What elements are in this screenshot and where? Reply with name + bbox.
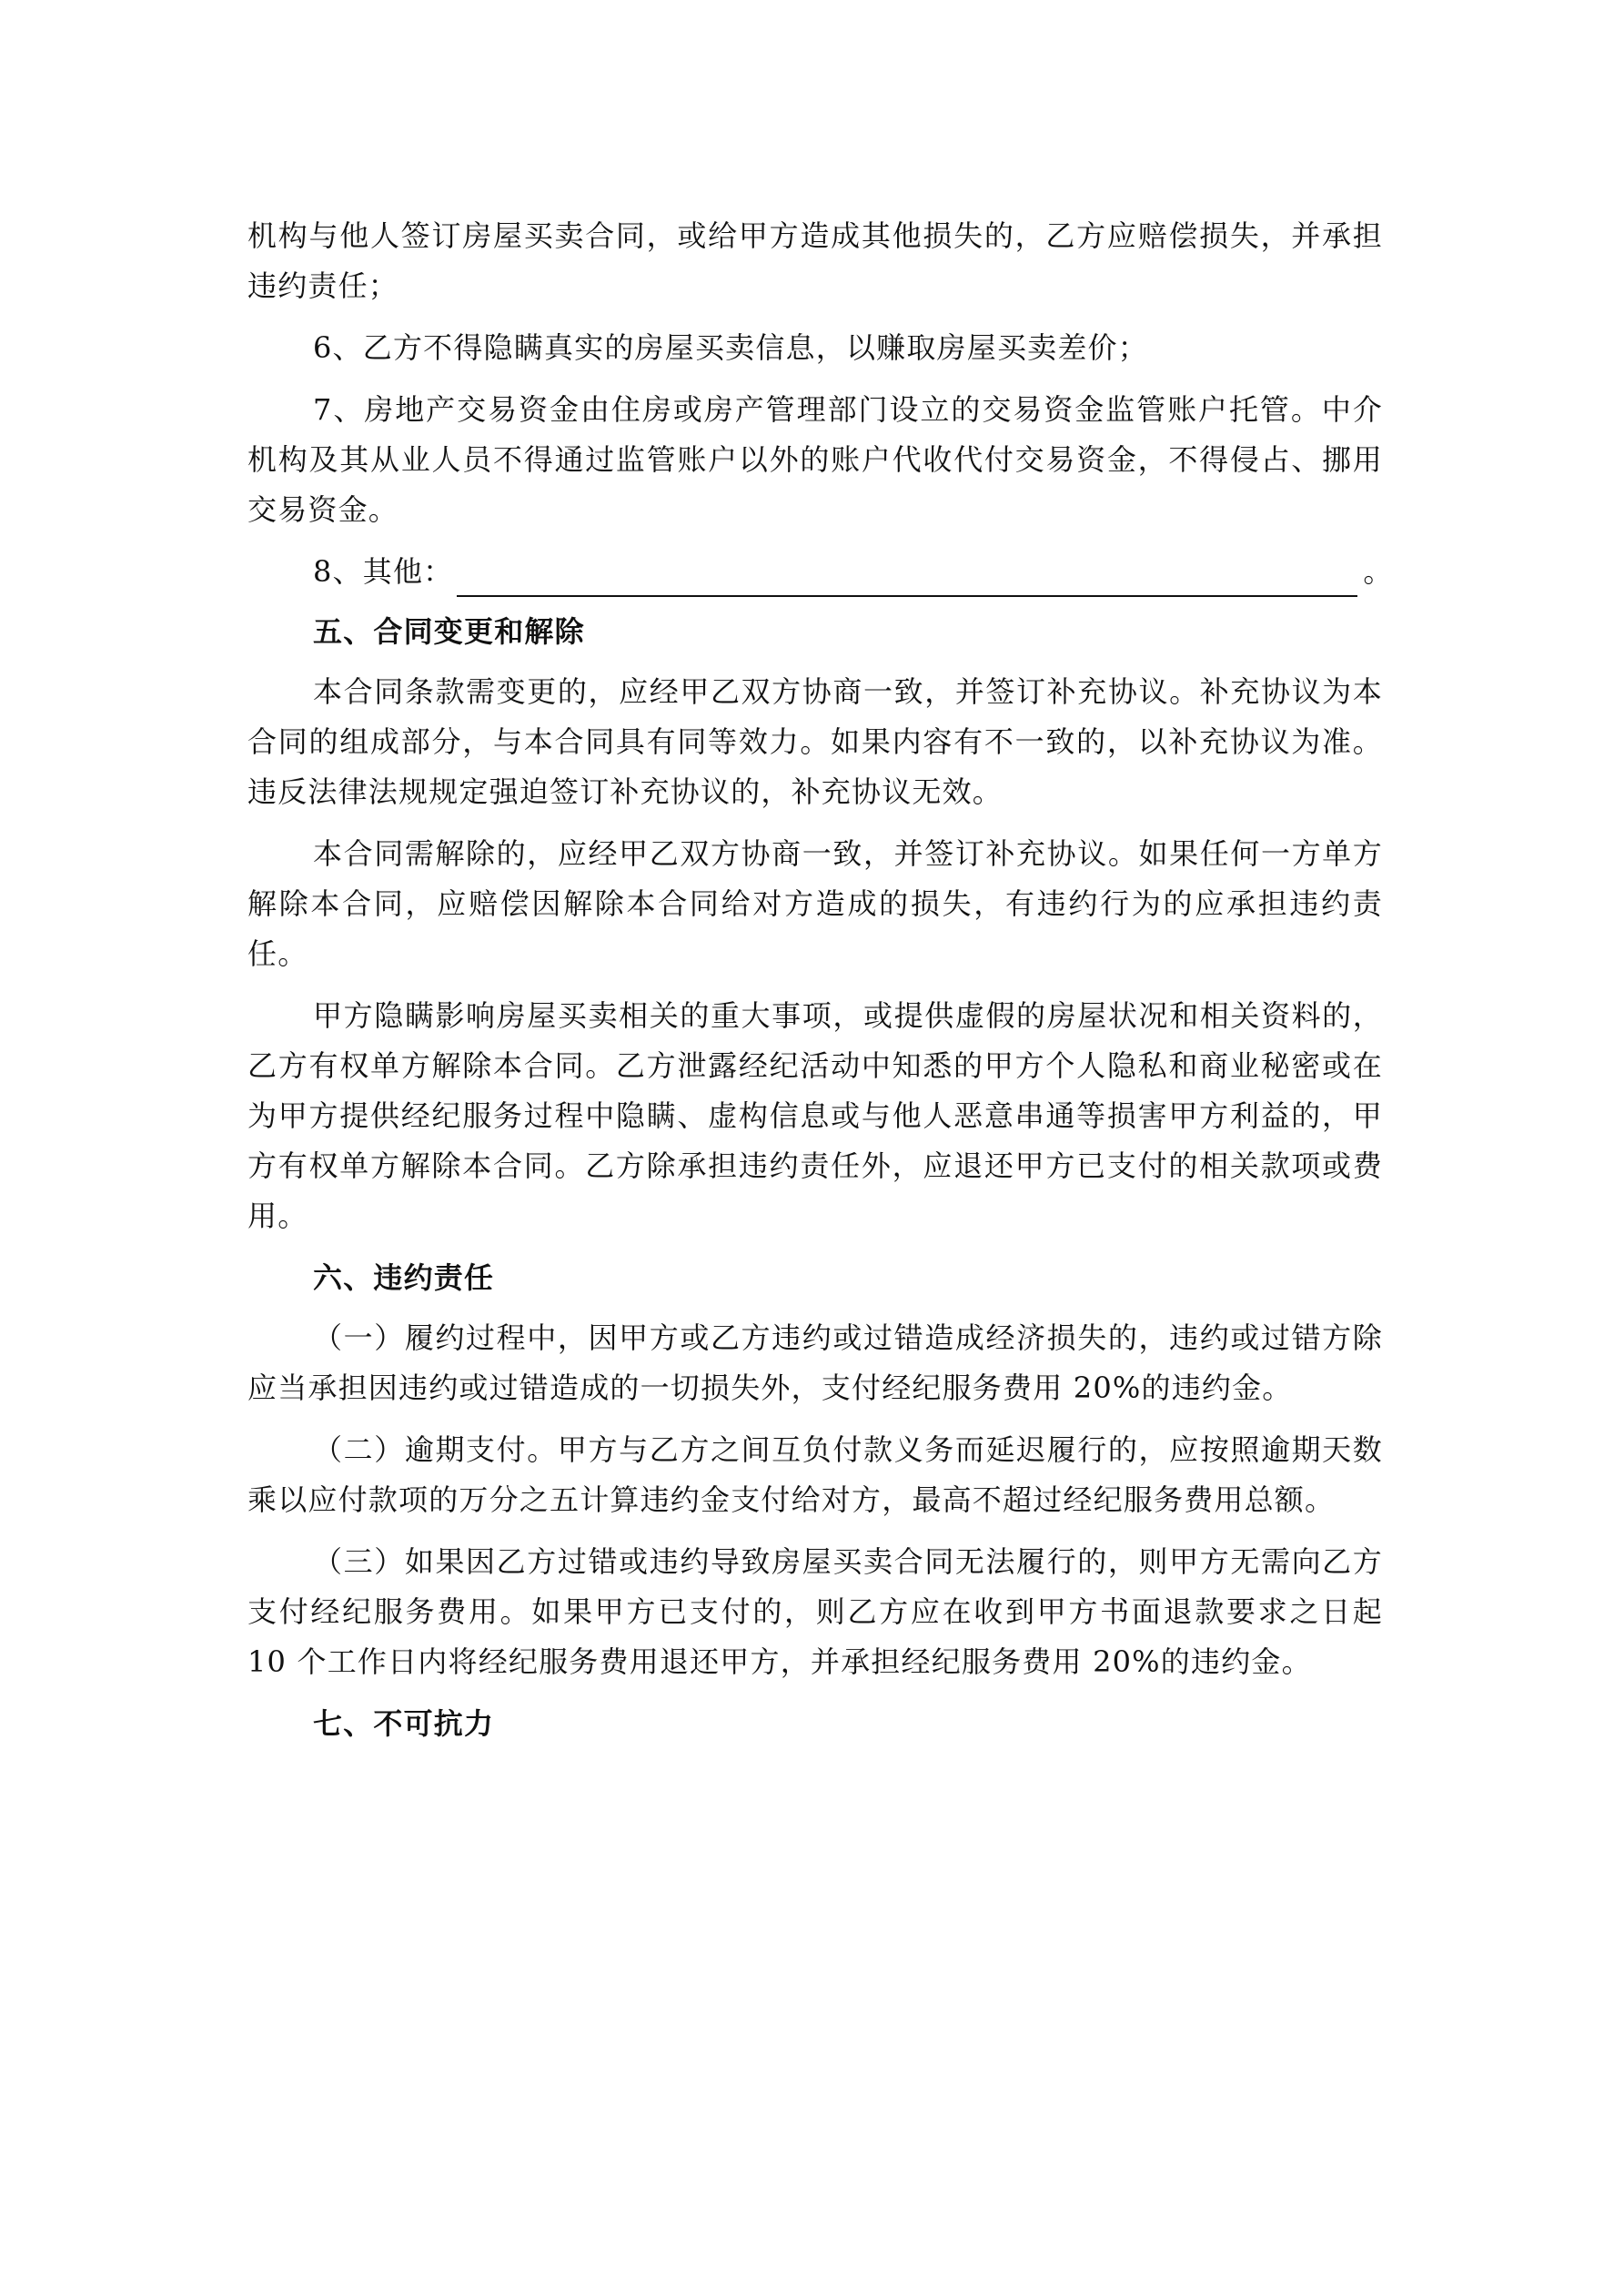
- paragraph-termination: 本合同需解除的，应经甲乙双方协商一致，并签订补充协议。如果任何一方单方解除本合同，应赔偿因解除本合同给对方造成的损失，有违约行为的应承担违约责任。: [247, 836, 1383, 971]
- clause-6: 6、乙方不得隐瞒真实的房屋买卖信息，以赚取房屋买卖差价；: [313, 330, 1148, 365]
- section-heading-6: 六、违约责任: [313, 1260, 495, 1295]
- clause-breach-2: （二）逾期支付。甲方与乙方之间互负付款义务而延迟履行的，应按照逾期天数乘以应付款项的万分之五计算违约金支付给对方，最高不超过经纪服务费用总额。: [247, 1432, 1383, 1517]
- clause-breach-1: （一）履约过程中，因甲方或乙方违约或过错造成经济损失的，违约或过错方除应当承担因违约或过错造成的一切损失外，支付经纪服务费用 20%的违约金。: [247, 1320, 1383, 1405]
- section-heading-5: 五、合同变更和解除: [313, 614, 585, 649]
- fill-in-blank-line: [457, 564, 1357, 597]
- paragraph-continuation: 机构与他人签订房屋买卖合同，或给甲方造成其他损失的，乙方应赔偿损失，并承担违约责任；: [247, 218, 1383, 303]
- paragraph-unilateral-termination: 甲方隐瞒影响房屋买卖相关的重大事项，或提供虚假的房屋状况和相关资料的，乙方有权单方解除本合同。乙方泄露经纪活动中知悉的甲方个人隐私和商业秘密或在为甲方提供经纪服务过程中隐瞒、虚构信息或与他人恶意串通等损害甲方利益的，甲方有权单方解除本合同。乙方除承担违约责任外，应退还甲方已支付的相关款项或费用。: [247, 998, 1383, 1233]
- paragraph-amendment: 本合同条款需变更的，应经甲乙双方协商一致，并签订补充协议。补充协议为本合同的组成部分，与本合同具有同等效力。如果内容有不一致的，以补充协议为准。违反法律法规规定强迫签订补充协议的，补充协议无效。: [247, 674, 1383, 809]
- clause-8-other: [247, 547, 1394, 597]
- clause-7: 7、房地产交易资金由住房或房产管理部门设立的交易资金监管账户托管。中介机构及其从业人员不得通过监管账户以外的账户代收代付交易资金，不得侵占、挪用交易资金。: [247, 392, 1383, 527]
- section-heading-7: 七、不可抗力: [313, 1706, 495, 1741]
- clause-breach-3: （三）如果因乙方过错或违约导致房屋买卖合同无法履行的，则甲方无需向乙方支付经纪服务费用。如果甲方已支付的，则乙方应在收到甲方书面退款要求之日起 10 个工作日内将经纪服务费用退还甲方，并承担经纪服务费用 20%的违约金。: [247, 1544, 1383, 1679]
- clause-8-label: 8、其他：: [313, 554, 454, 589]
- clause-8-end: 。: [1363, 554, 1394, 589]
- document-page: [247, 211, 1394, 1749]
